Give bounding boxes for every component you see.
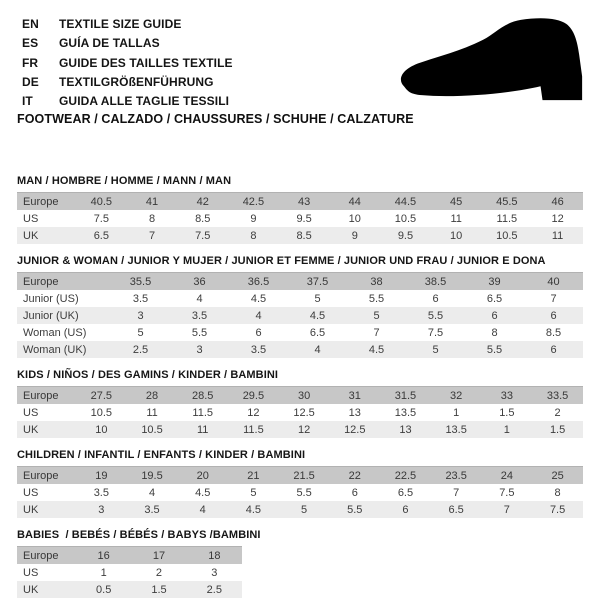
size-value-cell: 5.5 xyxy=(465,341,524,358)
size-value-cell: 8 xyxy=(491,326,498,339)
size-value-cell: 46 xyxy=(532,193,583,211)
size-value-cell: 1.5 xyxy=(499,406,515,419)
row-label-cell: Europe xyxy=(17,273,111,291)
table-row xyxy=(17,467,583,485)
size-value-cell: 6 xyxy=(432,292,439,305)
size-value-cell: 22.5 xyxy=(380,467,431,485)
size-value-cell: 21.5 xyxy=(279,467,330,485)
row-label-cell: Woman (UK) xyxy=(17,341,111,358)
language-label: TEXTILGRÖßENFÜHRUNG xyxy=(59,74,214,89)
size-value-cell: 7 xyxy=(453,486,460,499)
table-title: MAN / HOMBRE / HOMME / MANN / MAN xyxy=(17,175,232,187)
size-value-cell: 12 xyxy=(551,212,564,225)
size-value-cell: 45 xyxy=(431,193,482,211)
table-title: KIDS / NIÑOS / DES GAMINS / KINDER / BAMBINI xyxy=(17,369,279,381)
size-value-cell: 9 xyxy=(250,212,257,225)
language-code: ES xyxy=(22,36,39,51)
size-value-cell: 5 xyxy=(137,326,144,339)
size-value-cell: 9.5 xyxy=(296,212,312,225)
size-value-cell: 4.5 xyxy=(195,486,211,499)
size-value-cell: 11.5 xyxy=(496,212,518,225)
size-value-cell: 13.5 xyxy=(431,421,482,438)
table-row xyxy=(17,193,583,211)
size-value-cell: 42.5 xyxy=(228,193,279,211)
size-value-cell: 5 xyxy=(406,341,465,358)
size-value-cell: 5.5 xyxy=(296,486,312,499)
size-value-cell: 6 xyxy=(351,486,358,499)
size-value-cell: 29.5 xyxy=(228,387,279,405)
size-value-cell: 10 xyxy=(431,227,482,244)
size-value-cell: 1 xyxy=(482,421,533,438)
size-value-cell: 8 xyxy=(554,486,561,499)
size-value-cell: 8.5 xyxy=(279,227,330,244)
size-value-cell: 6 xyxy=(524,307,583,324)
table-row xyxy=(17,581,242,598)
row-label-cell: Junior (US) xyxy=(23,292,79,305)
table-title: BABIES / BEBÉS / BÉBÉS / BABYS /BAMBINI xyxy=(17,529,261,541)
size-table xyxy=(17,192,583,244)
row-label-cell: Europe xyxy=(17,467,76,485)
table-row xyxy=(17,501,583,518)
size-value-cell: 2 xyxy=(554,406,561,419)
table-row xyxy=(17,387,583,405)
size-value-cell: 10.5 xyxy=(90,406,113,419)
language-label: GUÍA DE TALLAS xyxy=(59,36,160,51)
size-value-cell: 10 xyxy=(348,212,361,225)
size-value-cell: 12 xyxy=(279,421,330,438)
table-row xyxy=(17,404,583,421)
size-value-cell: 6.5 xyxy=(309,326,326,339)
size-value-cell: 7.5 xyxy=(93,212,109,225)
size-table-section xyxy=(17,255,583,358)
size-value-cell: 4.5 xyxy=(288,307,347,324)
size-value-cell: 19.5 xyxy=(127,467,178,485)
language-code: FR xyxy=(22,55,39,70)
table-row xyxy=(17,564,242,581)
size-table-section xyxy=(17,449,583,518)
size-value-cell: 13 xyxy=(380,421,431,438)
language-code: DE xyxy=(22,74,39,89)
table-row xyxy=(17,341,583,358)
size-value-cell: 10.5 xyxy=(482,227,533,244)
size-value-cell: 31.5 xyxy=(380,387,431,405)
size-value-cell: 8.5 xyxy=(545,326,562,339)
size-value-cell: 11 xyxy=(532,227,583,244)
size-value-cell: 33 xyxy=(482,387,533,405)
size-value-cell: 25 xyxy=(532,467,583,485)
language-code: IT xyxy=(22,94,33,109)
size-value-cell: 6.5 xyxy=(76,227,127,244)
size-value-cell: 23.5 xyxy=(431,467,482,485)
size-value-cell: 8 xyxy=(148,212,156,225)
size-value-cell: 9.5 xyxy=(380,227,431,244)
language-row xyxy=(22,15,233,34)
size-value-cell: 5.5 xyxy=(191,326,208,339)
size-value-cell: 11.5 xyxy=(192,406,214,419)
language-list xyxy=(22,15,233,111)
row-label-cell: UK xyxy=(17,581,76,598)
row-label-cell: US xyxy=(23,406,39,419)
table-row xyxy=(17,227,583,244)
size-value-cell: 35.5 xyxy=(111,273,170,291)
size-value-cell: 6.5 xyxy=(486,292,503,305)
size-value-cell: 36 xyxy=(170,273,229,291)
size-value-cell: 21 xyxy=(228,467,279,485)
size-value-cell: 44.5 xyxy=(380,193,431,211)
row-label-cell: Europe xyxy=(17,387,76,405)
size-value-cell: 2 xyxy=(155,566,163,579)
size-value-cell: 36.5 xyxy=(229,273,288,291)
size-value-cell: 5 xyxy=(250,486,257,499)
size-value-cell: 6 xyxy=(380,501,431,518)
size-value-cell: 7.5 xyxy=(499,486,515,499)
size-value-cell: 4.5 xyxy=(347,341,406,358)
language-row xyxy=(22,34,233,53)
size-value-cell: 5 xyxy=(314,292,321,305)
row-label-cell: Europe xyxy=(17,193,76,211)
size-value-cell: 30 xyxy=(279,387,330,405)
size-value-cell: 2.5 xyxy=(187,581,242,598)
table-row xyxy=(17,290,583,307)
row-label-cell: Woman (US) xyxy=(23,326,87,339)
size-value-cell: 10.5 xyxy=(394,212,417,225)
language-row xyxy=(22,92,233,111)
size-value-cell: 12.5 xyxy=(329,421,380,438)
table-row xyxy=(17,324,583,341)
size-value-cell: 3 xyxy=(170,341,229,358)
size-value-cell: 8.5 xyxy=(195,212,211,225)
size-value-cell: 42 xyxy=(177,193,228,211)
table-row xyxy=(17,273,583,291)
size-value-cell: 8 xyxy=(228,227,279,244)
size-value-cell: 44 xyxy=(329,193,380,211)
size-value-cell: 38.5 xyxy=(406,273,465,291)
size-value-cell: 6 xyxy=(524,341,583,358)
size-value-cell: 5.5 xyxy=(406,307,465,324)
size-value-cell: 1.5 xyxy=(131,581,186,598)
shoe-icon xyxy=(396,14,594,110)
size-value-cell: 4.5 xyxy=(228,501,279,518)
row-label-cell: US xyxy=(23,566,39,579)
row-label-cell: UK xyxy=(17,227,76,244)
size-value-cell: 3.5 xyxy=(127,501,178,518)
size-value-cell: 5 xyxy=(279,501,330,518)
row-label-cell: Junior (UK) xyxy=(17,307,111,324)
size-value-cell: 9 xyxy=(329,227,380,244)
size-value-cell: 1 xyxy=(100,566,107,579)
size-value-cell: 37.5 xyxy=(288,273,347,291)
language-label: GUIDE DES TAILLES TEXTILE xyxy=(59,55,233,70)
size-value-cell: 4 xyxy=(148,486,156,499)
size-table xyxy=(17,272,583,358)
size-value-cell: 4.5 xyxy=(250,292,267,305)
size-value-cell: 7 xyxy=(373,326,380,339)
size-table-section xyxy=(17,369,583,438)
size-value-cell: 5.5 xyxy=(329,501,380,518)
size-value-cell: 40.5 xyxy=(76,193,127,211)
size-value-cell: 12 xyxy=(247,406,260,419)
size-value-cell: 0.5 xyxy=(76,581,131,598)
size-value-cell: 6 xyxy=(255,326,262,339)
size-tables xyxy=(17,175,583,600)
size-value-cell: 12.5 xyxy=(293,406,315,419)
size-table-section xyxy=(17,175,583,244)
table-row xyxy=(17,421,583,438)
size-value-cell: 1 xyxy=(453,406,460,419)
size-value-cell: 24 xyxy=(482,467,533,485)
size-table xyxy=(17,386,583,438)
size-value-cell: 18 xyxy=(187,547,242,565)
size-value-cell: 20 xyxy=(177,467,228,485)
size-value-cell: 7.5 xyxy=(177,227,228,244)
size-value-cell: 3.5 xyxy=(93,486,109,499)
size-value-cell: 31 xyxy=(329,387,380,405)
size-value-cell: 2.5 xyxy=(111,341,170,358)
row-label-cell: US xyxy=(23,486,39,499)
size-value-cell: 17 xyxy=(131,547,186,565)
table-row xyxy=(17,307,583,324)
table-title: CHILDREN / INFANTIL / ENFANTS / KINDER / BAMBINI xyxy=(17,449,306,461)
size-value-cell: 7.5 xyxy=(532,501,583,518)
size-table xyxy=(17,466,583,518)
size-value-cell: 3 xyxy=(111,307,170,324)
size-value-cell: 19 xyxy=(76,467,127,485)
table-row xyxy=(17,547,242,565)
size-value-cell: 33.5 xyxy=(532,387,583,405)
size-value-cell: 11 xyxy=(177,421,228,438)
size-value-cell: 5 xyxy=(347,307,406,324)
size-value-cell: 3.5 xyxy=(132,292,149,305)
size-value-cell: 7 xyxy=(550,292,557,305)
size-value-cell: 43 xyxy=(279,193,330,211)
size-value-cell: 3 xyxy=(211,566,218,579)
size-value-cell: 45.5 xyxy=(482,193,533,211)
language-label: GUIDA ALLE TAGLIE TESSILI xyxy=(59,94,230,109)
size-value-cell: 1.5 xyxy=(532,421,583,438)
table-row xyxy=(17,210,583,227)
size-value-cell: 13 xyxy=(348,406,361,419)
category-line: FOOTWEAR / CALZADO / CHAUSSURES / SCHUHE / CALZATURE xyxy=(17,112,414,126)
size-value-cell: 40 xyxy=(524,273,583,291)
size-value-cell: 22 xyxy=(329,467,380,485)
row-label-cell: UK xyxy=(17,501,76,518)
size-value-cell: 6.5 xyxy=(431,501,482,518)
size-value-cell: 6.5 xyxy=(397,486,414,499)
size-table-section xyxy=(17,529,583,598)
size-value-cell: 13.5 xyxy=(394,406,417,419)
language-row xyxy=(22,54,233,73)
table-title: JUNIOR & WOMAN / JUNIOR Y MUJER / JUNIOR ET FEMME / JUNIOR UND FRAU / JUNIOR E DONA xyxy=(17,255,546,267)
size-value-cell: 16 xyxy=(76,547,131,565)
size-value-cell: 38 xyxy=(347,273,406,291)
table-row xyxy=(17,484,583,501)
size-value-cell: 41 xyxy=(127,193,178,211)
size-value-cell: 39 xyxy=(465,273,524,291)
size-value-cell: 28 xyxy=(127,387,178,405)
size-value-cell: 11 xyxy=(450,212,462,225)
language-code: EN xyxy=(22,17,39,31)
size-value-cell: 4 xyxy=(177,501,228,518)
size-value-cell: 7.5 xyxy=(427,326,444,339)
size-value-cell: 7 xyxy=(482,501,533,518)
size-value-cell: 32 xyxy=(431,387,482,405)
size-value-cell: 10 xyxy=(76,421,127,438)
language-row xyxy=(22,73,233,92)
size-value-cell: 4 xyxy=(196,292,203,305)
size-value-cell: 6 xyxy=(465,307,524,324)
language-label: TEXTILE SIZE GUIDE xyxy=(59,17,182,31)
size-value-cell: 5.5 xyxy=(368,292,385,305)
size-value-cell: 11 xyxy=(146,406,158,419)
row-label-cell: Europe xyxy=(17,547,76,565)
row-label-cell: UK xyxy=(17,421,76,438)
size-value-cell: 3.5 xyxy=(170,307,229,324)
size-value-cell: 7 xyxy=(127,227,178,244)
row-label-cell: US xyxy=(23,212,39,225)
size-value-cell: 27.5 xyxy=(76,387,127,405)
size-value-cell: 4 xyxy=(288,341,347,358)
size-value-cell: 4 xyxy=(229,307,288,324)
size-value-cell: 3.5 xyxy=(229,341,288,358)
size-value-cell: 3 xyxy=(76,501,127,518)
size-table xyxy=(17,546,242,598)
size-value-cell: 10.5 xyxy=(127,421,178,438)
size-value-cell: 11.5 xyxy=(228,421,279,438)
size-value-cell: 28.5 xyxy=(177,387,228,405)
